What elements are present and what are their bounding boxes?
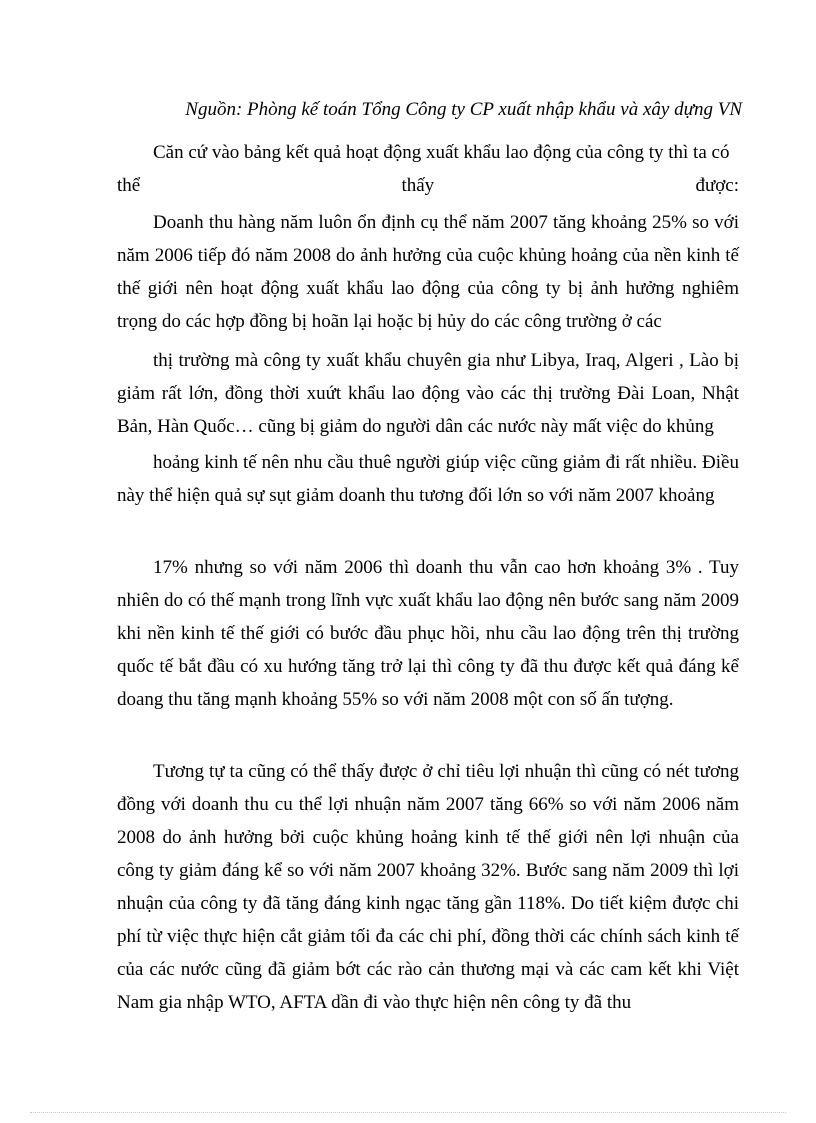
paragraph-2: thị trường mà công ty xuất khẩu chuyên gia như Libya, Iraq, Algeri , Lào bị giảm rất lớn, đồng thời xuứt khẩu lao động vào các thị trường Đài Loan, Nhật Bản, Hàn Quốc… cũng bị giảm do người dân các nước này mất việc do khủng [117, 350, 739, 437]
source-note: Nguồn: Phòng kế toán Tổng Công ty CP xuất nhập khẩu và xây dựng VN [185, 99, 742, 120]
page-bottom-divider [30, 1112, 786, 1113]
intro-word-3: được: [695, 175, 739, 196]
paragraph-4: 17% nhưng so với năm 2006 thì doanh thu vẫn cao hơn khoảng 3% . Tuy nhiên do có thế mạnh trong lĩnh vực xuất khẩu lao động nên bước sang năm 2009 khi nền kinh tế thế giới có bước đầu phục hồi, nhu cầu lao động trên thị trường quốc tế bắt đầu có xu hướng tăng trở lại thì công ty đã thu được kết quả đáng kể doang thu tăng mạnh khoảng 55% so với năm 2008 một con số ấn tượng. [117, 557, 739, 710]
paragraph-1: Doanh thu hàng năm luôn ổn định cụ thể năm 2007 tăng khoảng 25% so với năm 2006 tiếp đó năm 2008 do ảnh hưởng của cuộc khủng hoảng của nền kinh tế thế giới nên hoạt động xuất khẩu lao động của công ty bị ảnh hưởng nghiêm trọng do các hợp đồng bị hoãn lại hoặc bị hủy do các công trường ở các [117, 212, 739, 332]
intro-spread-line [117, 173, 739, 199]
paragraph-3: hoảng kinh tế nên nhu cầu thuê người giúp việc cũng giảm đi rất nhiều. Điều này thể hiện quả sự sụt giảm doanh thu tương đối lớn so với năm 2007 khoảng [117, 452, 739, 506]
intro-line: Căn cứ vào bảng kết quả hoạt động xuất khẩu lao động của công ty thì ta có [153, 142, 730, 163]
paragraph-5: Tương tự ta cũng có thể thấy được ở chỉ tiêu lợi nhuận thì cũng có nét tương đồng với doanh thu cu thể lợi nhuận năm 2007 tăng 66% so với năm 2006 năm 2008 do ảnh hưởng bởi cuộc khủng hoảng kinh tế thế giới nên lợi nhuận của công ty giảm đáng kể so với năm 2007 khoảng 32%. Bước sang năm 2009 thì lợi nhuận của công ty đã tăng đáng kinh ngạc tăng gần 118%. Do tiết kiệm được chi phí từ việc thực hiện cắt giảm tối đa các chi phí, đồng thời các chính sách kinh tế của các nước cũng đã giảm bớt các rào cản thương mại và các cam kết khi Việt Nam gia nhập WTO, AFTA dần đi vào thực hiện nên công ty đã thu [117, 761, 739, 1013]
intro-word-1: thể [117, 175, 141, 196]
intro-word-2: thấy [401, 175, 435, 196]
